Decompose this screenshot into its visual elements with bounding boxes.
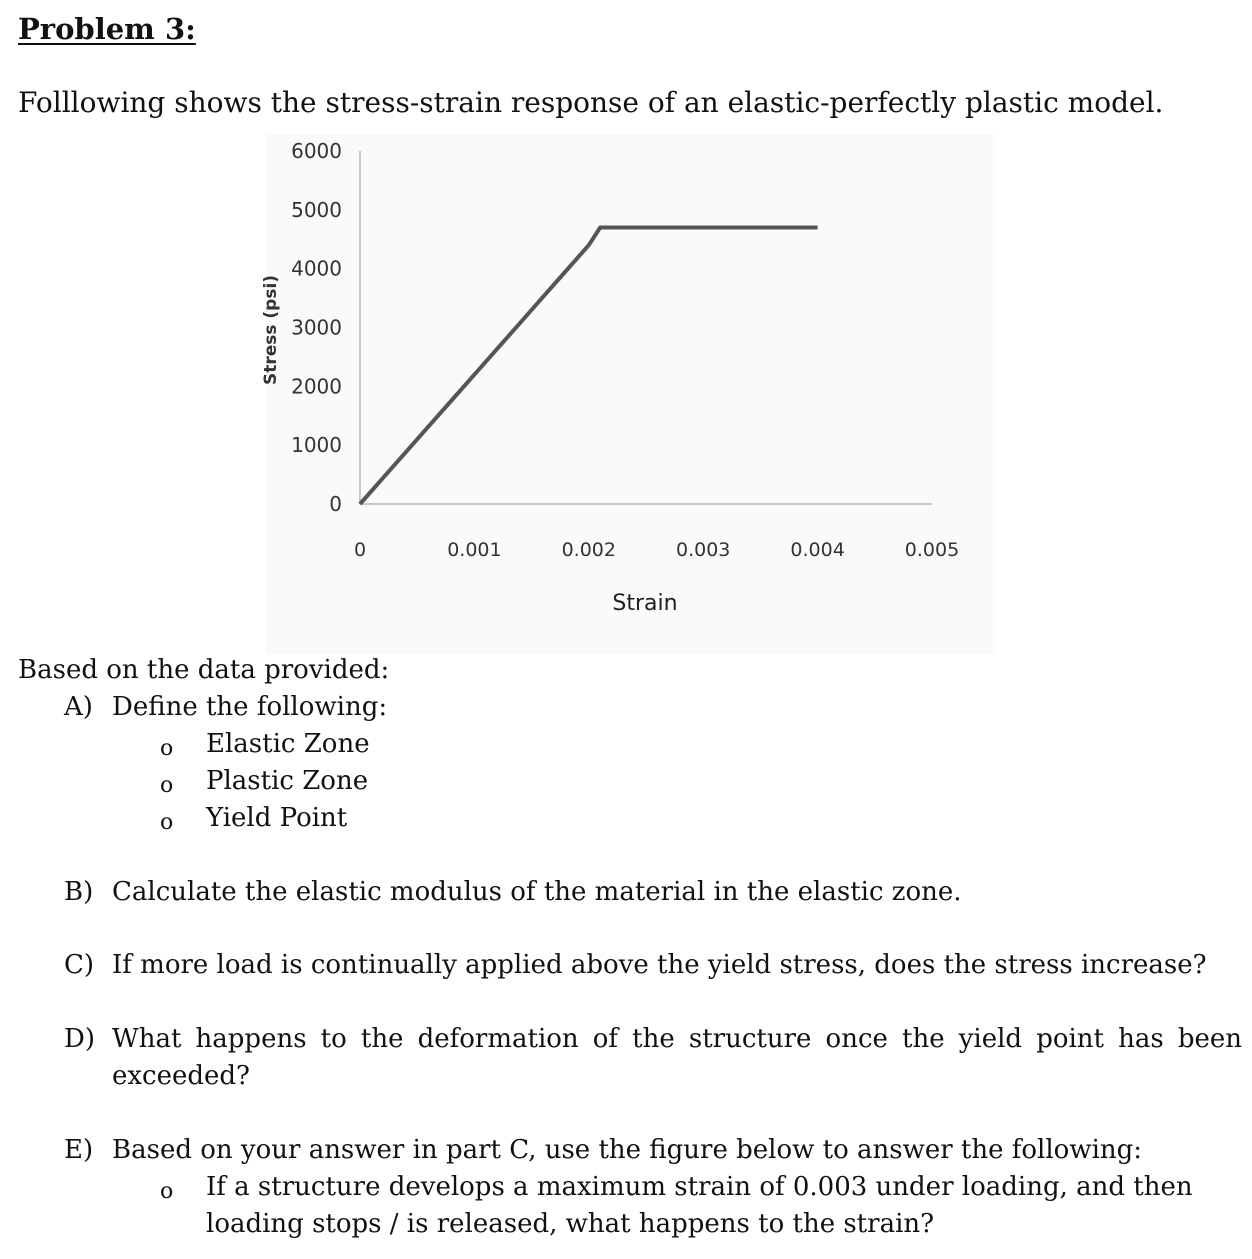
list-item-yield-point: Yield Point (206, 803, 348, 833)
x-tick-label: 0 (353, 539, 367, 561)
question-b-text: Calculate the elastic modulus of the material in the elastic zone. (112, 877, 962, 907)
question-a-marker: A) (64, 692, 93, 722)
x-tick-label: 0.003 (675, 539, 731, 561)
y-tick-label: 2000 (291, 374, 342, 399)
question-e-text: Based on your answer in part C, use the figure below to answer the following: (112, 1135, 1143, 1165)
question-a-text: Define the following: (112, 692, 388, 722)
question-e-item-line1: If a structure develops a maximum strain of 0.003 under loading, and then (206, 1172, 1193, 1202)
question-e-marker: E) (64, 1135, 94, 1165)
x-tick-label: 0.001 (447, 539, 502, 561)
y-tick-label: 1000 (291, 433, 342, 458)
bullet-icon: o (160, 773, 174, 798)
x-tick-label: 0.005 (904, 539, 960, 561)
list-item-plastic-zone: Plastic Zone (206, 766, 369, 796)
bullet-icon: o (160, 736, 174, 761)
questions-lead: Based on the data provided: (18, 655, 390, 685)
chart-background (266, 134, 996, 654)
question-d-text-line2: exceeded? (112, 1061, 250, 1091)
question-b-marker: B) (64, 877, 94, 907)
list-item-elastic-zone: Elastic Zone (206, 729, 370, 759)
y-tick-label: 5000 (291, 197, 342, 222)
question-d-marker: D) (64, 1024, 95, 1054)
question-c-marker: C) (64, 950, 95, 980)
bullet-icon: o (160, 1179, 174, 1204)
y-tick-label: 3000 (291, 315, 342, 340)
y-tick-label: 0 (329, 492, 342, 516)
problem-title: Problem 3: (18, 12, 196, 46)
bullet-icon: o (160, 810, 174, 835)
y-tick-label: 6000 (291, 139, 342, 163)
stress-strain-chart (250, 128, 1000, 658)
x-axis-label: Strain (612, 591, 678, 616)
question-c-text: If more load is continually applied above the yield stress, does the stress increase? (112, 950, 1207, 980)
y-tick-label: 4000 (291, 256, 342, 281)
question-d-text-line1: What happens to the deformation of the structure once the yield point has been (112, 1024, 1242, 1054)
x-tick-label: 0.002 (561, 539, 617, 561)
y-axis-label: Stress (psi) (261, 274, 281, 386)
x-tick-label: 0.004 (790, 539, 845, 561)
intro-text: Folllowing shows the stress-strain response of an elastic-perfectly plastic model. (18, 86, 1164, 119)
question-e-item-line2: loading stops / is released, what happens to the strain? (206, 1209, 935, 1239)
